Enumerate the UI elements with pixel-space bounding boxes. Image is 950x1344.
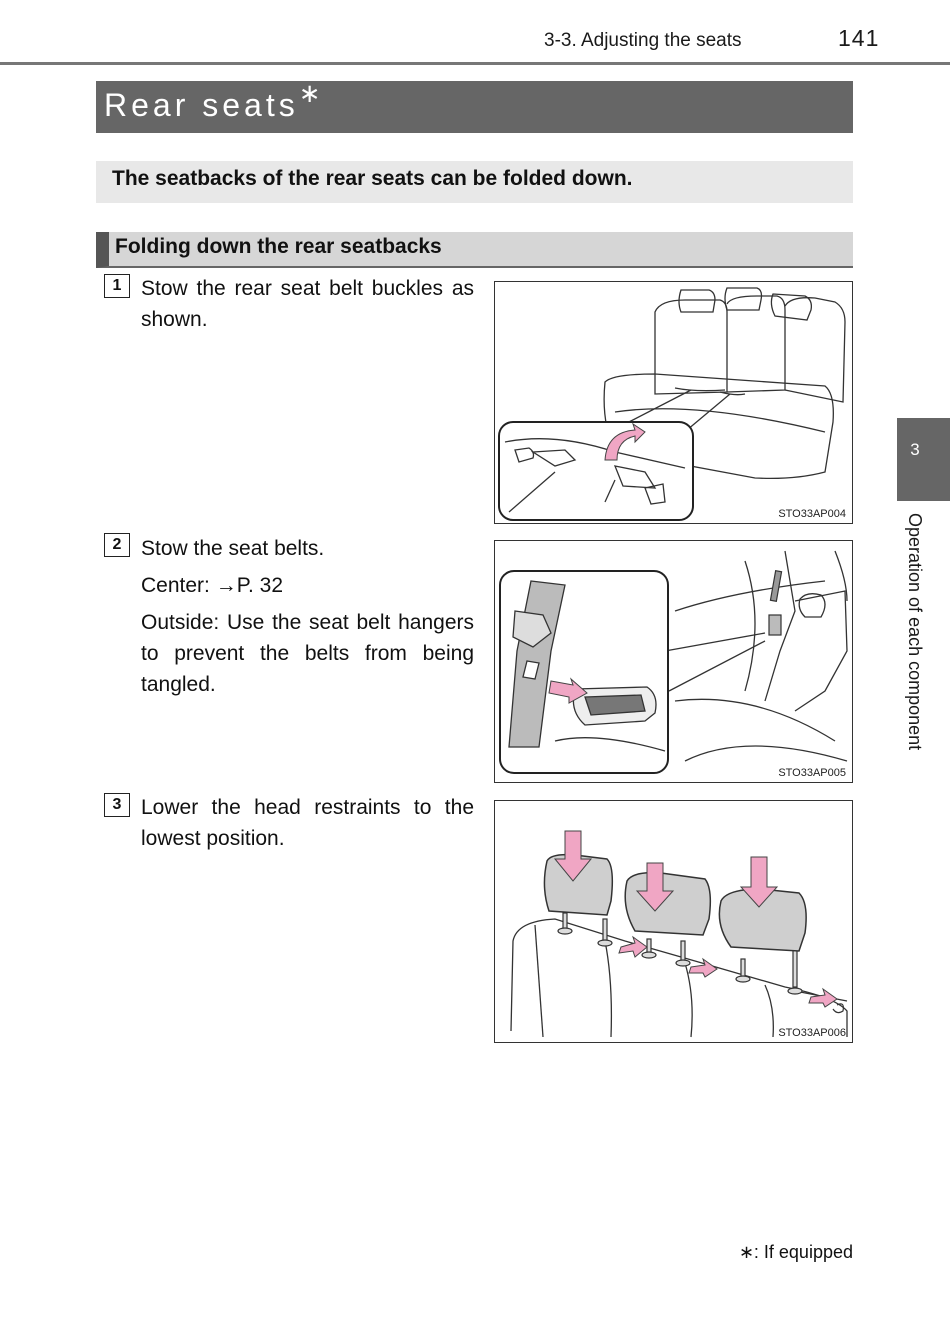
step-1-text: Stow the rear seat belt buckles as shown. [141, 277, 474, 331]
page-number: 141 [838, 25, 880, 51]
section-heading: Folding down the rear seatbacks [115, 235, 442, 258]
step-number-2: 2 [104, 533, 130, 557]
page-title [104, 78, 321, 124]
chapter-tab [897, 418, 950, 501]
figure-lower-head-restraints [494, 800, 853, 1043]
figure-code-1: STO33AP004 [778, 508, 846, 520]
intro-box [96, 161, 853, 203]
section-heading-bar [96, 232, 853, 268]
step-2-text-1: Stow the seat belts. [141, 537, 325, 560]
chapter-tab-number: 3 [910, 440, 920, 459]
figure-stow-buckles [494, 281, 853, 524]
header-divider [0, 62, 950, 65]
figure-code-3: STO33AP006 [778, 1027, 846, 1039]
page-title-bar [96, 78, 853, 133]
step-number-3: 3 [104, 793, 130, 817]
figure-code-2: STO33AP005 [778, 767, 846, 779]
rear-bench-buckle-illustration [495, 282, 853, 524]
page-title-text: Rear seats [104, 87, 299, 123]
step-2-text-2: Center: →P. 32 [141, 574, 284, 597]
head-restraints-illustration [495, 801, 853, 1043]
footnote: ∗: If equipped [738, 1242, 853, 1262]
seat-belt-hanger-illustration [495, 541, 853, 783]
intro-text: The seatbacks of the rear seats can be folded down. [112, 167, 633, 190]
running-header-section: 3-3. Adjusting the seats [544, 30, 742, 51]
figure-stow-belts [494, 540, 853, 783]
step-2-text-3: Outside: Use the seat belt hangers to prevent the belts from being tangled. [141, 611, 474, 696]
step-3-text: Lower the head restraints to the lowest position. [141, 796, 474, 850]
if-equipped-marker: ∗ [298, 78, 321, 108]
chapter-side-label: Operation of each component [905, 513, 925, 751]
step-number-1: 1 [104, 274, 130, 298]
